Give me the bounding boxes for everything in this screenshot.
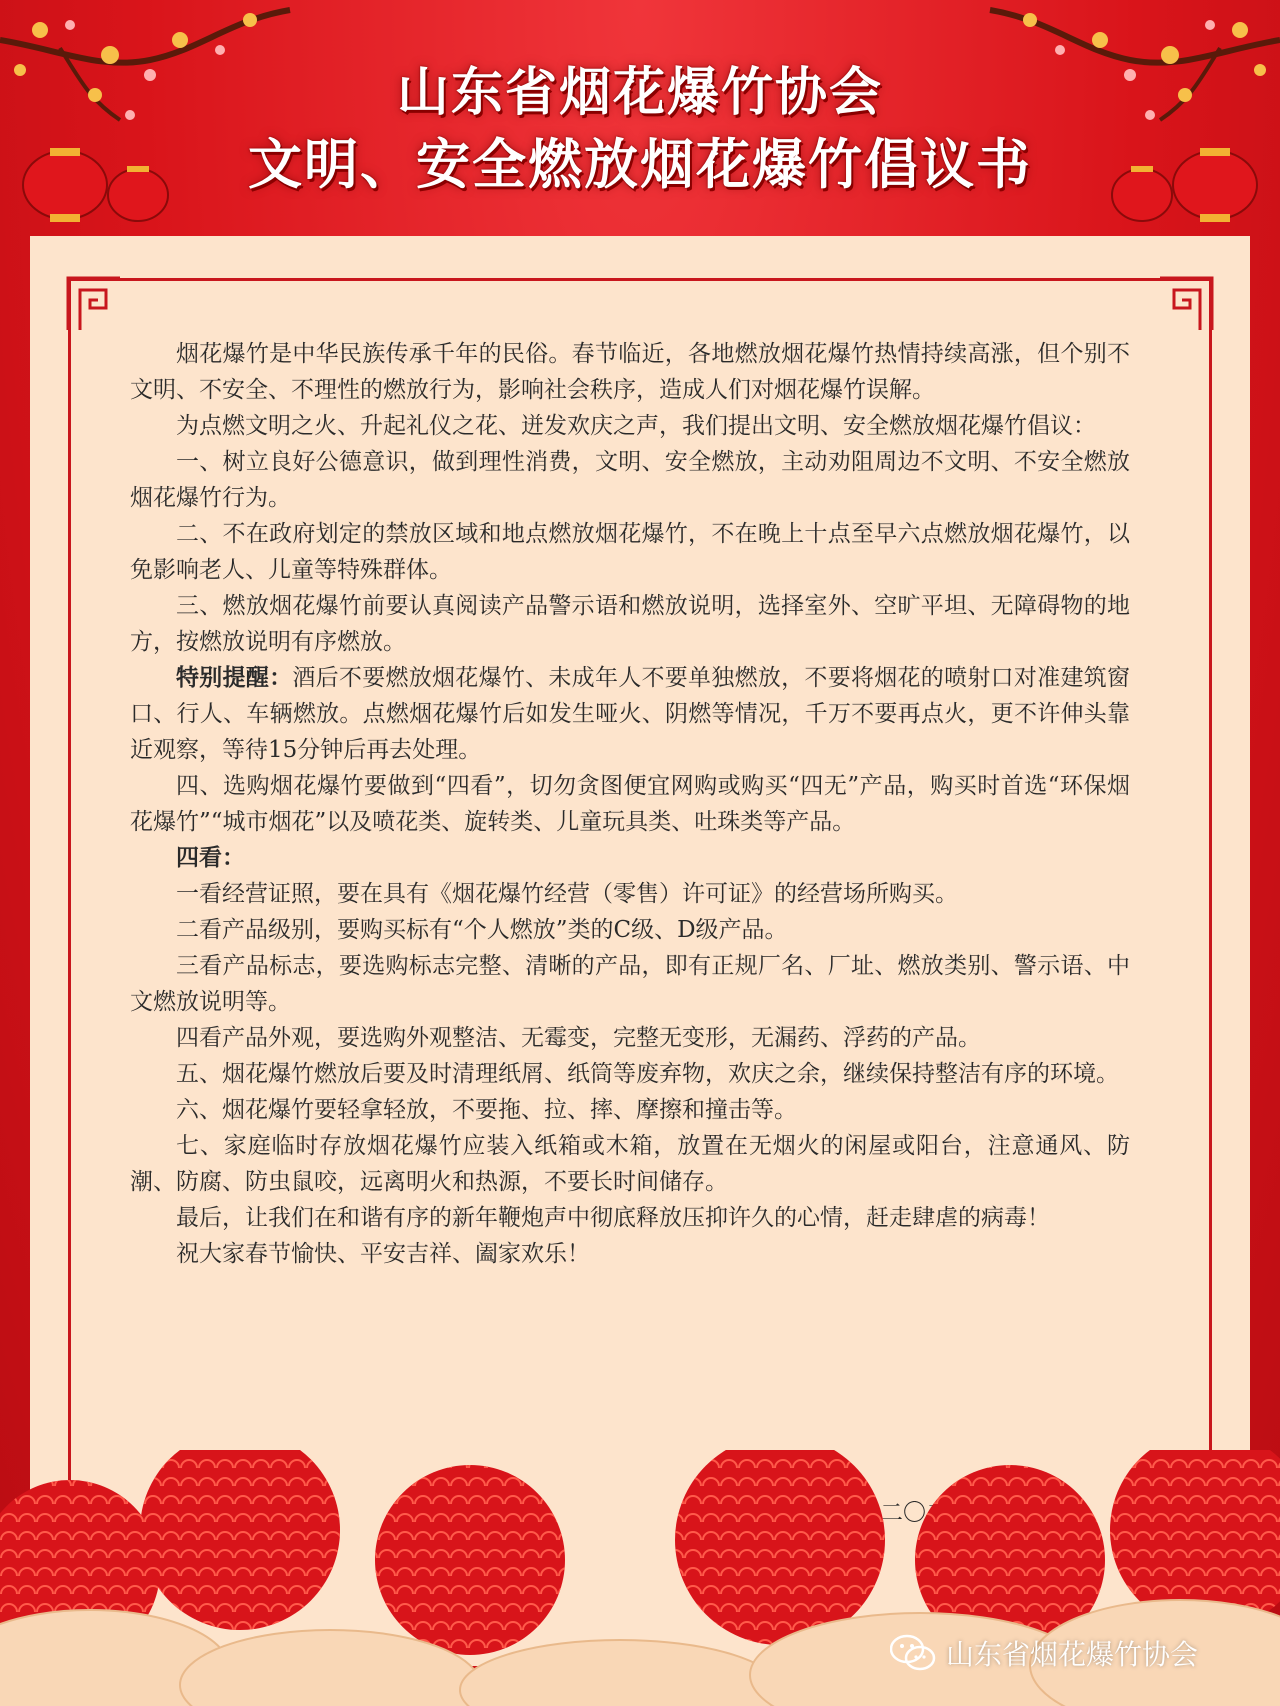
document-body xyxy=(130,336,1130,1272)
paragraph: 七、家庭临时存放烟花爆竹应装入纸箱或木箱，放置在无烟火的闲屋或阳台，注意通风、防潮、防腐、防虫鼠咬，远离明火和热源，不要长时间储存。 xyxy=(130,1133,1130,1195)
paragraph: 最后，让我们在和谐有序的新年鞭炮声中彻底释放压抑许久的心情，赶走肆虐的病毒！ xyxy=(176,1205,1050,1231)
paragraph: 三、燃放烟花爆竹前要认真阅读产品警示语和燃放说明，选择室外、空旷平坦、无障碍物的地方，按燃放说明有序燃放。 xyxy=(130,593,1130,655)
corner-ornament-right-icon xyxy=(1158,276,1214,332)
special-reminder-label: 特别提醒： xyxy=(176,664,293,691)
closing-wish: 祝大家春节愉快、平安吉祥、阖家欢乐！ xyxy=(176,1241,590,1267)
paragraph: 烟花爆竹是中华民族传承千年的民俗。春节临近，各地燃放烟花爆竹热情持续高涨，但个别不文明、不安全、不理性的燃放行为，影响社会秩序，造成人们对烟花爆竹误解。 xyxy=(130,341,1130,403)
paragraph: 四看产品外观，要选购外观整洁、无霉变，完整无变形，无漏药、浮药的产品。 xyxy=(176,1025,981,1051)
paragraph: 四、选购烟花爆竹要做到“四看”，切勿贪图便宜网购或购买“四无”产品，购买时首选“环保烟花爆竹”“城市烟花”以及喷花类、旋转类、儿童玩具类、吐珠类等产品。 xyxy=(130,773,1130,835)
paragraph: 三看产品标志，要选购标志完整、清晰的产品，即有正规厂名、厂址、燃放类别、警示语、中文燃放说明等。 xyxy=(130,953,1130,1015)
paragraph-special-reminder: 特别提醒：酒后不要燃放烟花爆竹、未成年人不要单独燃放，不要将烟花的喷射口对准建筑窗口、行人、车辆燃放。点燃烟花爆竹后如发生哑火、阴燃等情况，千万不要再点火，更不许伸头靠近观察，等待15分钟后再去处理。 xyxy=(130,664,1130,763)
watermark-text: 山东省烟花爆竹协会 xyxy=(946,1638,1199,1671)
paragraph: 二、不在政府划定的禁放区域和地点燃放烟花爆竹，不在晚上十点至早六点燃放烟花爆竹，以免影响老人、儿童等特殊群体。 xyxy=(130,521,1130,583)
corner-ornament-left-icon xyxy=(66,276,122,332)
four-checks-heading: 四看： xyxy=(176,844,245,871)
title-line-2: 文明、安全燃放烟花爆竹倡议书 xyxy=(248,132,1032,196)
title-line-1: 山东省烟花爆竹协会 xyxy=(396,62,883,123)
paragraph: 六、烟花爆竹要轻拿轻放，不要拖、拉、摔、摩擦和撞击等。 xyxy=(176,1097,797,1123)
paragraph: 一、树立良好公德意识，做到理性消费，文明、安全燃放，主动劝阻周边不文明、不安全燃放烟花爆竹行为。 xyxy=(130,449,1130,511)
header xyxy=(0,0,1280,240)
paragraph: 一看经营证照，要在具有《烟花爆竹经营（零售）许可证》的经营场所购买。 xyxy=(176,881,958,907)
paragraph: 为点燃文明之火、升起礼仪之花、迸发欢庆之声，我们提出文明、安全燃放烟花爆竹倡议： xyxy=(176,413,1096,439)
paragraph: 五、烟花爆竹燃放后要及时清理纸屑、纸筒等废弃物，欢庆之余，继续保持整洁有序的环境。 xyxy=(176,1061,1119,1087)
watermark xyxy=(890,1628,1198,1678)
wechat-icon xyxy=(890,1633,936,1673)
paragraph: 二看产品级别，要购买标有“个人燃放”类的C级、D级产品。 xyxy=(176,917,788,943)
